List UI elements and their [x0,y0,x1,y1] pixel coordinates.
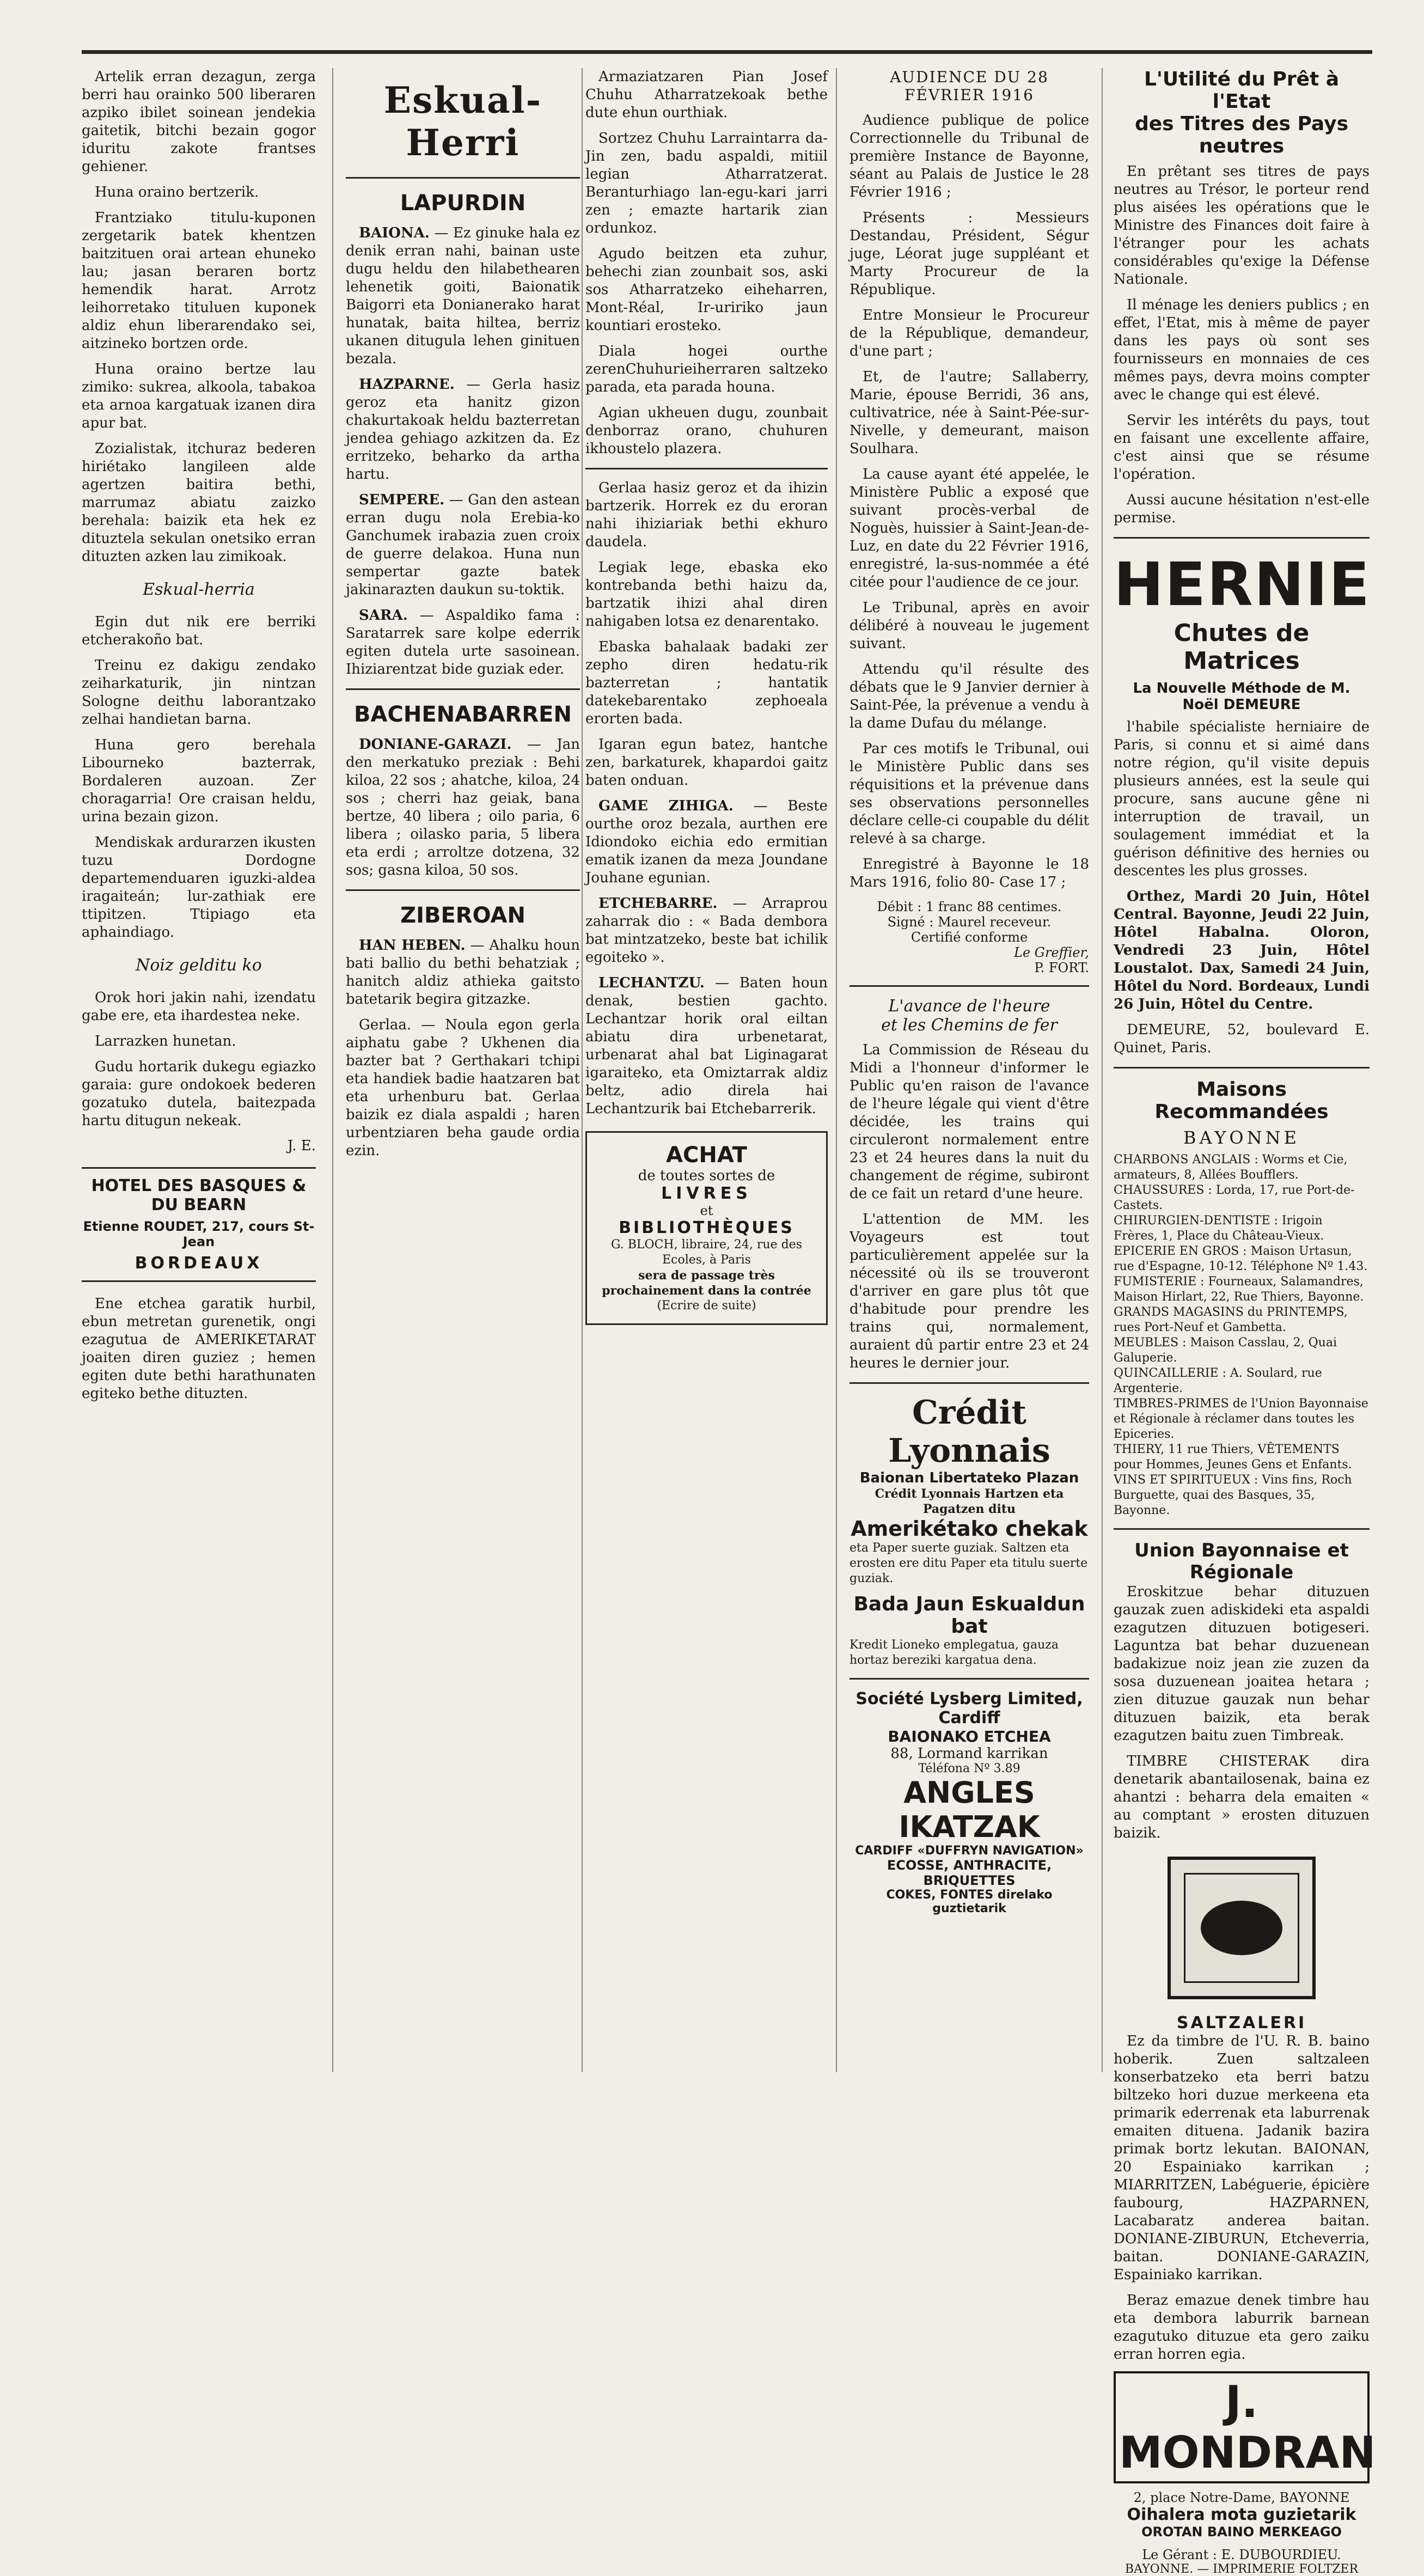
article-paragraph: Enregistré à Bayonne le 18 Mars 1916, folio 80- Case 17 ; [849,856,1089,890]
article-paragraph: Présents : Messieurs Destandau, Président, Ségur juge, Léorat juge suppléant et Marty Procureur de la République. [849,210,1089,298]
article-paragraph: La Commission de Réseau du Midi a l'honneur d'informer le Public qu'en raison de l'avance de l'heure légale qui vient d'être décidée, les trains qui circuleront normalement entre 23 et 24 heures dans la nuit du changement de régime, subiront de ce fait un retard d'une heure. [849,1042,1089,1202]
place-heading: BAIONA. [359,225,430,241]
article-paragraph: Attendu qu'il résulte des débats que le 9 Janvier dernier à Saint-Pée, la prévenue a vendu à la dame Dufau du mélange. [849,661,1089,731]
hotel-city: BORDEAUX [135,1254,263,1273]
maison-item: VINS ET SPIRITUEUX : Vins fins, Roch Burguette, quai des Basques, 35, Bayonne. [1114,1473,1352,1517]
place-heading: LECHANTZU. [598,975,705,991]
maison-item: CHIRURGIEN-DENTISTE : Irigoin Frères, 1, Place du Château-Vieux. [1114,1214,1324,1243]
article-paragraph: Igaran egun batez, hantche zen, barkaturek, khapardoi gaitz baten onduan. [585,736,828,789]
article-paragraph: Entre Monsieur le Procureur de la République, demandeur, d'une part ; [849,307,1089,359]
article-paragraph: Diala hogei ourthe zerenChuhurieiherraren saltzeko parada, eta parada houna. [585,343,828,395]
top-rule [82,50,1372,54]
divider [585,468,828,469]
article-paragraph: Gerlaa. — Noula egon gerla aiphatu gabe ? Ukhenen dia bazter bat ? Gerthakari tchipi eta handiek badie haatzaren bat eta urhenburu bat. Gerlaa baizik ez diala aspaldi ; haren urbentziaren beha gaude ordia ezin. [346,1017,580,1159]
article-paragraph: Aussi aucune hésitation n'est-elle permise. [1114,492,1370,526]
divider [1114,537,1370,539]
column-2 [346,68,580,2072]
methode: La Nouvelle Méthode de M. Noël DEMEURE [1133,680,1350,713]
audience-title: AUDIENCE DU 28 FÉVRIER 1916 [890,68,1049,104]
section-heading: et les Chemins de fer [881,1016,1058,1035]
article-paragraph: Huna oraino bertze lau zimiko: sukrea, alkoola, tabakoa eta arnoa kargatuak izanen dira apur bat. [82,361,316,431]
stamp-oval [1201,1901,1282,1955]
article-text: — Beste ourthe oroz bezala, aurthen ere Idiondoko eichia edo ermitian ematik izanen da meza Joundane Jouhane egunian. [585,798,828,886]
achat-line: sera de passage très prochainement dans la contrée [602,1268,811,1298]
divider [1114,1067,1370,1069]
credit-text: eta Paper suerte guziak. Saltzen eta erosten ere ditu Paper eta titulu suerte guziak. [849,1541,1088,1585]
divider [849,985,1089,987]
mondran-addr: 2, place Notre-Dame, BAYONNE [1133,2490,1350,2505]
article-paragraph: Gerlaa hasiz geroz et da ihizin bartzerik. Horrek ez du eroran nahi ihiziariak bethi ekhuro daudela. [585,480,828,550]
article-text: — Ez ginuke hala ez denik erran nahi, bainan uste dugu heldu den hilabethearen lehenetik goiti, Baionatik Baigorri eta Donianerako harat hunatak, baita hiltea, berriz ukanen ditugula lehen ginituen bezala. [346,225,580,367]
demeure: DEMEURE, 52, boulevard E. Quinet, Paris. [1114,1022,1370,1056]
article-paragraph: l'habile spécialiste herniaire de Paris, si connu et si aimé dans notre région, qu'il visite depuis plusieurs années, est la seule qui procure, sans aucune gêne ni interruption de travail, un soulagement immédiat et la guérison définitive des hernies ou descentes les plus grosses. [1114,719,1370,879]
telefona: Téléfona Nº 3.89 [918,1762,1020,1775]
utilite-title: L'Utilité du Prêt à l'Etat [1144,68,1340,113]
article-paragraph: Legiak lege, ebaska eko kontrebanda bethi haizu da, bartzatik ihizi ahal diren nahigaben lotsa ez denarentako. [585,559,828,630]
signature-line: Certifié conforme [910,930,1028,945]
signature-line: Signé : Maurel receveur. [887,914,1052,930]
article-text: — Jan den merkatuko preziak : Behi kiloa, 22 sos ; ahatche, kiloa, 24 sos ; cherri haz geiak, bana bertze, 40 libera ; oilo paria, 6 libera ; oilasko paria, 5 libera eta erdi ; arroltze dotzena, 32 sos; gasna kiloa, 50 sos. [346,736,580,878]
cokes: COKES, FONTES direlako guztietarik [886,1888,1053,1915]
achat-line: et [700,1203,713,1218]
signature: J. E. [287,1138,316,1154]
maison-item: TIMBRES-PRIMES de l'Union Bayonnaise et Régionale à réclamer dans toutes les Epiceries. [1114,1397,1368,1441]
article-paragraph: Larrazken hunetan. [95,1033,236,1049]
newspaper-logo: Eskual-Herri [383,79,542,164]
column-divider [1102,68,1103,2072]
article-paragraph: Sortzez Chuhu Larraintarra da-Jin zen, badu aspaldi, mitiil legian Atharratzerat. Beranturhiago lan-egu-kari jarri zen ; emazte hartarik zian ordunkoz. [585,130,828,236]
chutes-title: Chutes de Matrices [1174,619,1310,675]
angles-title: ANGLES IKATZAK [899,1775,1040,1844]
place-heading: HAN HEBEN. [359,937,466,954]
orotan: OROTAN BAINO MERKEAGO [1141,2524,1342,2540]
hotel-title: HOTEL DES BASQUES & DU BEARN [91,1176,307,1214]
article-paragraph: Eroskitzue behar dituzuen gauzak zuen adiskideki eta aspaldi ezagutzen dituzuen botigeseri. Laguntza bat behar duzuenean badakizue noiz jean zie zuzen da sosa duzuenean joaitea hetara ; zien dituzue gauzak nun behar dituzuen baizik, eta berak ezagutzen baitu zuen Timbreak. [1114,1584,1370,1744]
column-3 [585,68,828,2072]
oihalera: Oihalera mota guzietarik [1127,2505,1356,2524]
article-paragraph: Armaziatzaren Pian Josef Chuhu Atharratzekoak bethe dute ehun ourthiak. [585,69,828,121]
article-paragraph: Frantziako titulu-kuponen zergetarik batek khentzen baitzituen orai artean ehuneko lau; jasan beraren bortz hemendik harat. Arrotz leihorretako tituluen kuponek aldiz ehun liberarendako sei, aitzineko bortzen orde. [82,210,316,352]
article-paragraph: Beraz emazue denek timbre hau eta dembora laburrik barnean ezagutuko dituzue eta gero zaiku erran horren egia. [1114,2292,1370,2363]
article-paragraph: Artelik erran dezagun, zerga berri hau orainko 500 liberaren azpiko ibilet soinean jendekia gaitetik, bitchi bezain gogor iduritu zakote frantses gehiener. [82,69,316,175]
section-lapurdin: LAPURDIN [400,191,526,216]
column-1 [82,68,316,2072]
article-paragraph: Ene etchea garatik hurbil, ebun metretan gurenetik, ongi ezagutua de AMERIKETARAT joaiten diren guziez ; hemen egiten dute bethi harathunaten egiteko bethe dituzten. [82,1296,316,1402]
column-divider [836,68,837,2072]
mondran-title: J. MONDRAN [1114,2371,1370,2483]
section-ziberoan: ZIBEROAN [400,903,525,928]
credit-sub: Baionan Libertateko Plazan [859,1470,1079,1486]
stamp-frame [1184,1873,1299,1983]
article-paragraph: TIMBRE CHISTERAK dira denetarik abantailosenak, baina ez ahantzi : beharra dela emaiten « au comptant » erosten dituzuen baizik. [1114,1753,1370,1841]
article-paragraph: Agudo beitzen eta zuhur, behechi zian zounbait sos, aski sos Atharratzeko eiheharren, Mont-Réal, Ir-uririko jaun kountiari erosteko. [585,246,828,334]
divider [1114,1528,1370,1530]
maison-item: MEUBLES : Maison Casslau, 2, Quai Galuperie. [1114,1336,1337,1365]
article-paragraph: Le Tribunal, après en avoir délibéré à nouveau le jugement suivant. [849,600,1089,652]
place-heading: GAME ZIHIGA. [598,798,734,814]
achat-line: LIVRES [661,1184,752,1203]
gerant: Le Gérant : E. DUBOURDIEU. [1142,2547,1341,2562]
maison-item: FUMISTERIE : Fourneaux, Salamandres, Maison Hirlart, 22, Rue Thiers, Bayonne. [1114,1275,1364,1304]
place-heading: SARA. [359,607,408,624]
maison-item: CHAUSSURES : Lorda, 17, rue Port-de-Castets. [1114,1183,1355,1212]
article-paragraph: Gudu hortarik dukegu egiazko garaia: gure ondokoek bederen gozatuko dutela, baitezpada hartu ditugun nekeak. [82,1059,316,1129]
place-heading: HAZPARNE. [359,376,455,393]
article-paragraph: Il ménage les deniers publics ; en effet, l'Etat, mis à même de payer dans les pays où sont ses fournisseurs en monnaies de ces mêmes pays, devra moins compter avec le change qui est élevé. [1114,297,1370,403]
bada-title: Bada Jaun Eskualdun bat [853,1593,1085,1638]
article-paragraph: Huna oraino bertzerik. [95,184,259,200]
column-divider [582,68,583,2072]
lysberg-title: Société Lysberg Limited, Cardiff [855,1689,1083,1727]
maison-item: THIERY, 11 rue Thiers, VÊTEMENTS pour Hommes, Jeunes Gens et Enfants. [1114,1443,1352,1472]
greffier-name: P. FORT. [1034,960,1089,975]
maison-item: GRANDS MAGASINS du PRINTEMPS, rues Port-Neuf et Gambetta. [1114,1305,1348,1334]
place-heading: SEMPERE. [359,492,445,508]
article-paragraph: Egin dut nik ere berriki etcherakoño bat. [82,614,316,648]
section-heading: Noiz gelditu ko [136,956,262,975]
article-paragraph: Par ces motifs le Tribunal, oui le Ministère Public dans ses réquisitions et la prévenue dans ses observations personnelles déclare celle-ci coupable du délit relevé à sa charge. [849,741,1089,847]
article-paragraph: Ez da timbre de l'U. R. B. baino hoberik. Zuen saltzaleen konserbatzeko eta berri batzu biltzeko hori duzue merkeena eta primarik ederrenak eta laburrenak emaiten dituena. Jadanik bazira primak bortz lekutan. BAIONAN, 20 Espainiako karrikan ; MIARRITZEN, Labéguerie, épicière faubourg, HAZPARNEN, Lacabaratz anderea baitan. DONIANE-ZIBURUN, Etcheverria, baitan. DONIANE-GARAZIN, Espainiako karrikan. [1114,2033,1370,2283]
place-heading: ETCHEBARRE. [598,895,718,912]
column-divider [332,68,333,2072]
hotel-ad [82,1167,316,1282]
column-4 [849,68,1089,2072]
credit-sub2: Crédit Lyonnais Hartzen eta Pagatzen ditu [875,1487,1064,1516]
maison-item: CHARBONS ANGLAIS : Worms et Cie, armateurs, 8, Allées Boufflers. [1114,1153,1348,1182]
achat-line: BIBLIOTHÈQUES [619,1218,794,1237]
cardiff: CARDIFF «DUFFRYN NAVIGATION» [855,1844,1084,1858]
article-paragraph: Et, de l'autre; Sallaberry, Marie, épouse Berridi, 36 ans, cultivatrice, née à Saint-Pée-sur-Nivelle, y demeurant, maison Soulhara. [849,369,1089,457]
achat-title: ACHAT [666,1143,747,1168]
article-text: — Gerla hasiz geroz eta hanitz gizon chakurtakoak heldu bazterretan jendea gehiago azkitzen da. Ez erritzeko, beharko da artha hartu. [346,376,580,483]
greffier: Le Greffier, [1014,945,1089,960]
achat-line: de toutes sortes de [638,1168,775,1184]
divider [346,177,580,179]
bayonne-title: BAYONNE [1183,1127,1300,1148]
hernie-title: HERNIE [1114,550,1371,619]
section-bachenabarren: BACHENABARREN [354,702,572,727]
article-paragraph: Mendiskak ardurarzen ikusten tuzu Dordogne departemenduaren iguzki-aldea iragaiteán; lur-zathiak ere ttipitzen. Ttipiago eta aphaindiago. [82,834,316,941]
maisons-title: Maisons Recommandées [1154,1078,1329,1123]
place-heading: DONIANE-GARAZI. [359,736,512,753]
hernie-dates: Orthez, Mardi 20 Juin, Hôtel Central. Bayonne, Jeudi 22 Juin, Hôtel Habalna. Oloron, Vendredi 23 Juin, Hôtel Loustalot. Dax, Samedi 24 Juin, Hôtel du Nord. Bordeaux, Lundi 26 Juin, Hôtel du Centre. [1114,888,1370,1012]
article-paragraph: Treinu ez dakigu zendako zeiharkaturik, jin nintzan Sologne deithu laborantzako zelhai handietan barna. [82,657,316,728]
article-paragraph: Ebaska bahalaak badaki zer zepho diren hedatu-rik bazterretan ; hantatik datekebarentako zephoeala erorten bada. [585,639,828,727]
baionako: BAIONAKO ETCHEA [888,1727,1051,1745]
article-paragraph: Huna gero berehala Libourneko bazterrak, Bordaleren auzoan. Zer choragarria! Ore craisan heldu, urina bezain gizon. [82,737,316,825]
article-paragraph: La cause ayant été appelée, le Ministère Public a exposé que suivant procès-verbal de Noguès, huissier à Saint-Jean-de-Luz, en date du 22 Février 1916, enregistré, la-sus-nommée a été citée pour l'audience de ce jour. [849,466,1089,590]
union-title: Union Bayonnaise et Régionale [1134,1540,1349,1583]
hotel-address: Etienne ROUDET, 217, cours St-Jean [83,1219,315,1249]
ecosse: ECOSSE, ANTHRACITE, [887,1858,1052,1873]
article-text: — Aspaldiko fama : Saratarrek sare kolpe ederrik egiten dutela urte sasoinean. Ihiziarentzat bide guziak eder. [346,607,580,677]
maison-item: QUINCAILLERIE : A. Soulard, rue Argenterie. [1114,1366,1322,1395]
section-heading: Eskual-herria [143,580,255,599]
column-5 [1114,68,1376,2576]
baionako-addr: 88, Lormand karrikan [890,1745,1048,1762]
divider [346,889,580,891]
union-stamp-image [1168,1857,1316,1999]
article-paragraph: Servir les intérêts du pays, tout en faisant une excellente affaire, c'est ainsi que se résume l'opération. [1114,412,1370,483]
article-text: — Arraprou zaharrak dio : « Bada dembora bat mintzatzeko, beste bat ichilik egoiteko ». [585,895,828,966]
imprimerie: BAYONNE. — IMPRIMERIE FOLTZER [1124,2562,1359,2576]
bada-text: Kredit Lioneko emplegatua, gauza hortaz bereziki kargatua dena. [849,1638,1059,1667]
maison-item: EPICERIE EN GROS : Maison Urtasun, rue d'Espagne, 10-12. Téléphone Nº 1.43. [1114,1244,1368,1273]
article-text: — Baten houn denak, bestien gachto. Lechantzar horik oral eiltan abiatu dira urbenetarat, urbenarat ahal bat Liginagarat igaraiteko, eta Omiztarrak aldiz beltz, adio direla hai Lechantzurik bai Etchebarrerik. [585,975,828,1117]
divider [849,1382,1089,1384]
divider [346,688,580,690]
section-heading: L'avance de l'heure [888,997,1050,1016]
article-paragraph: L'attention de MM. les Voyageurs est tout particulièrement appelée sur la nécessité où ils se trouveront d'arriver en gare plus tôt que d'habitude pour prendre les trains qui, normalement, auraient dû partir entre 23 et 24 heures le dernier jour. [849,1211,1089,1371]
article-paragraph: Orok hori jakin nahi, izendatu gabe ere, eta ihardestea neke. [82,990,316,1024]
signature-line: Débit : 1 franc 88 centimes. [877,899,1062,914]
amerik-title: Amerikétako chekak [851,1517,1088,1541]
article-paragraph: Zozialistak, itchuraz bederen hiriétako langileen alde agertzen baitira bethi, marrumaz abiatu zaizko berehala: baizik eta hek ez dituztela sekulan onetsiko erran dituzten azken lau zimikoak. [82,441,316,565]
briquettes: BRIQUETTES [923,1873,1016,1888]
article-paragraph: Agian ukheuen dugu, zounbait denborraz orano, chuhuren ikhoustelo plazera. [585,405,828,457]
utilite-title2: des Titres des Pays neutres [1134,113,1349,157]
achat-ad [585,1131,828,1325]
credit-lyonnais-title: Crédit Lyonnais [888,1394,1050,1470]
achat-line: (Ecrire de suite) [657,1299,756,1313]
divider [849,1678,1089,1680]
saltzaleri-title: SALTZALERI [1176,2013,1307,2032]
article-text: — Gan den astean erran dugu nola Erebia-ko Ganchumek irabazia zuen croix de guerre delakoa. Huna nun sempertar gazte batek jakinarazten daukun su-toktik. [346,492,580,598]
article-text: — Ahalku houn bati ballio du bethi behatziak ; hanitch aldiz athieka gaitsto batetarik begira gitzazke. [346,937,580,1008]
achat-line: G. BLOCH, libraire, 24, rue des Ecoles, à Paris [610,1238,802,1267]
article-paragraph: Audience publique de police Correctionnelle du Tribunal de première Instance de Bayonne, séant au Palais de Justice le 28 Février 1916 ; [849,112,1089,200]
article-paragraph: En prêtant ses titres de pays neutres au Trésor, le porteur rend plus aisées les opérations que le Ministre des Finances doit faire à l'étranger pour les achats considérables qu'exige la Défense Nationale. [1114,163,1370,288]
